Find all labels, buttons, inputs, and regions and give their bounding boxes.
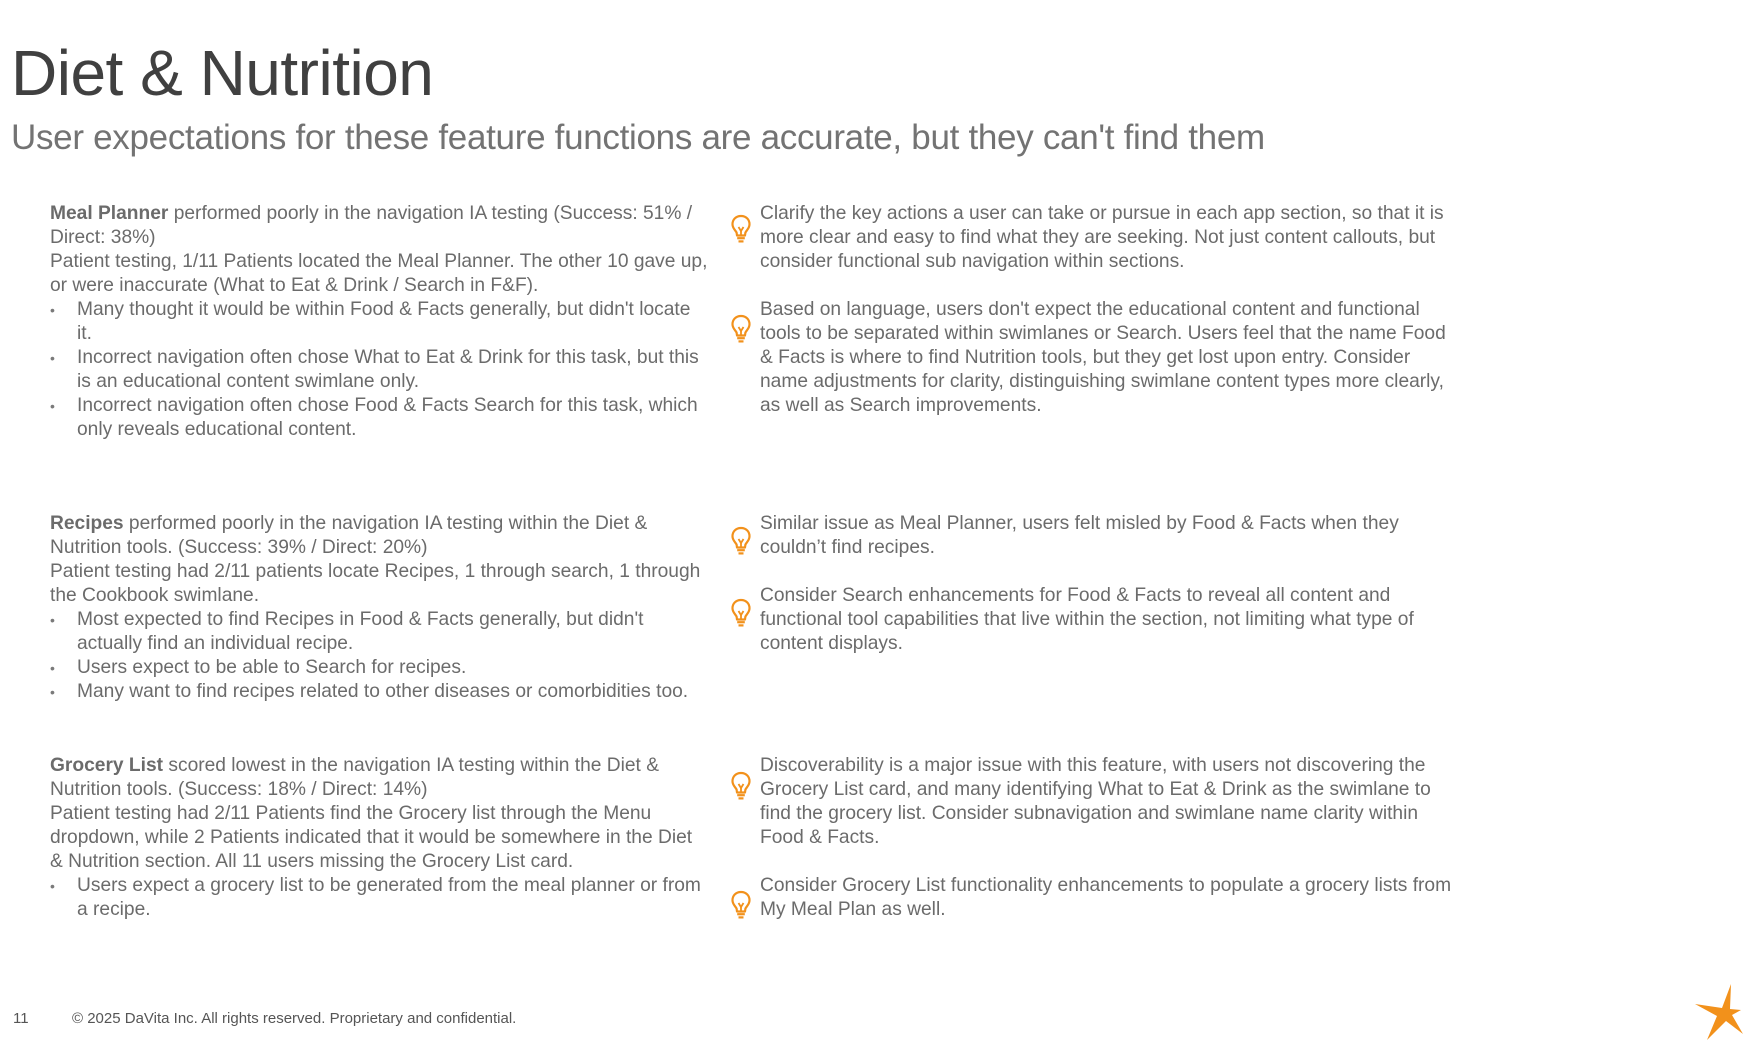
list-item: • Many want to find recipes related to other diseases or comorbidities too. bbox=[50, 680, 710, 704]
recipes-findings bbox=[50, 512, 710, 704]
list-item: • Incorrect navigation often chose What to Eat & Drink for this task, but this is an educational content swimlane only. bbox=[50, 346, 710, 394]
meal-planner-summary bbox=[50, 202, 710, 250]
feature-detail: Patient testing had 2/11 patients locate Recipes, 1 through search, 1 through the Cookbook swimlane. bbox=[50, 561, 701, 606]
list-item: • Users expect to be able to Search for recipes. bbox=[50, 656, 710, 680]
feature-name: Meal Planner bbox=[50, 203, 169, 224]
recommendation-text: Similar issue as Meal Planner, users felt misled by Food & Facts when they couldn’t find recipes. bbox=[760, 513, 1399, 558]
recommendation bbox=[760, 874, 1460, 922]
page-number: 11 bbox=[13, 1010, 29, 1027]
copyright-notice: © 2025 DaVita Inc. All rights reserved. Proprietary and confidential. bbox=[72, 1010, 517, 1027]
feature-detail: Patient testing had 2/11 Patients find the Grocery list through the Menu dropdown, while 2 Patients indicated that it would be somewhere in the Diet & Nutrition section. All 11 users missing the Grocery List card. bbox=[50, 803, 693, 872]
recommendation-text: Consider Grocery List functionality enhancements to populate a grocery lists from My Meal Plan as well. bbox=[760, 875, 1452, 920]
page-title: Diet & Nutrition bbox=[11, 37, 434, 109]
lightbulb-icon bbox=[730, 598, 752, 628]
findings-list bbox=[50, 874, 710, 922]
recommendation bbox=[760, 298, 1460, 418]
meal-planner-findings bbox=[50, 202, 710, 442]
feature-name: Recipes bbox=[50, 513, 124, 534]
list-item: • Users expect a grocery list to be generated from the meal planner or from a recipe. bbox=[50, 874, 710, 922]
recommendation bbox=[760, 754, 1460, 850]
recommendation bbox=[760, 584, 1460, 656]
feature-lead: scored lowest in the navigation IA testing within the Diet & Nutrition tools. (Success: 18% / Direct: 14%) bbox=[50, 755, 659, 800]
recommendation bbox=[760, 512, 1460, 560]
findings-list bbox=[50, 298, 710, 442]
recommendation-text: Clarify the key actions a user can take or pursue in each app section, so that it is more clear and easy to find what they are seeking. Not just content callouts, but consider functional sub navigation within sections. bbox=[760, 203, 1444, 272]
recommendation bbox=[760, 202, 1460, 274]
list-item: • Most expected to find Recipes in Food & Facts generally, but didn't actually find an individual recipe. bbox=[50, 608, 710, 656]
page-subtitle: User expectations for these feature functions are accurate, but they can't find them bbox=[11, 118, 1265, 157]
recommendation-text: Discoverability is a major issue with this feature, with users not discovering the Grocery List card, and many identifying What to Eat & Drink as the swimlane to find the grocery list. Consider subnavigation and swimlane name clarity within Food & Facts. bbox=[760, 755, 1431, 848]
lightbulb-icon bbox=[730, 771, 752, 801]
recommendation-text: Based on language, users don't expect the educational content and functional tools to be separated within swimlanes or Search. Users feel that the name Food & Facts is where to find Nutrition tools, but they get lost upon entry. Consider name adjustments for clarity, distinguishing swimlane content types more clearly, as well as Search improvements. bbox=[760, 299, 1446, 416]
list-item: • Many thought it would be within Food & Facts generally, but didn't locate it. bbox=[50, 298, 710, 346]
grocery-list-findings bbox=[50, 754, 710, 922]
list-item: • Incorrect navigation often chose Food & Facts Search for this task, which only reveals educational content. bbox=[50, 394, 710, 442]
lightbulb-icon bbox=[730, 890, 752, 920]
feature-name: Grocery List bbox=[50, 755, 164, 776]
feature-lead: performed poorly in the navigation IA testing within the Diet & Nutrition tools. (Success: 39% / Direct: 20%) bbox=[50, 513, 648, 558]
recommendation-text: Consider Search enhancements for Food & Facts to reveal all content and functional tool capabilities that live within the section, not limiting what type of content displays. bbox=[760, 585, 1414, 654]
lightbulb-icon bbox=[730, 526, 752, 556]
recipes-summary bbox=[50, 512, 710, 560]
lightbulb-icon bbox=[730, 214, 752, 244]
findings-list bbox=[50, 608, 710, 704]
feature-detail: Patient testing, 1/11 Patients located the Meal Planner. The other 10 gave up, or were inaccurate (What to Eat & Drink / Search in F&F). bbox=[50, 251, 708, 296]
feature-lead: performed poorly in the navigation IA testing (Success: 51% / Direct: 38%) bbox=[50, 203, 693, 248]
star-logo-icon bbox=[1693, 982, 1745, 1042]
lightbulb-icon bbox=[730, 314, 752, 344]
grocery-list-summary bbox=[50, 754, 710, 802]
